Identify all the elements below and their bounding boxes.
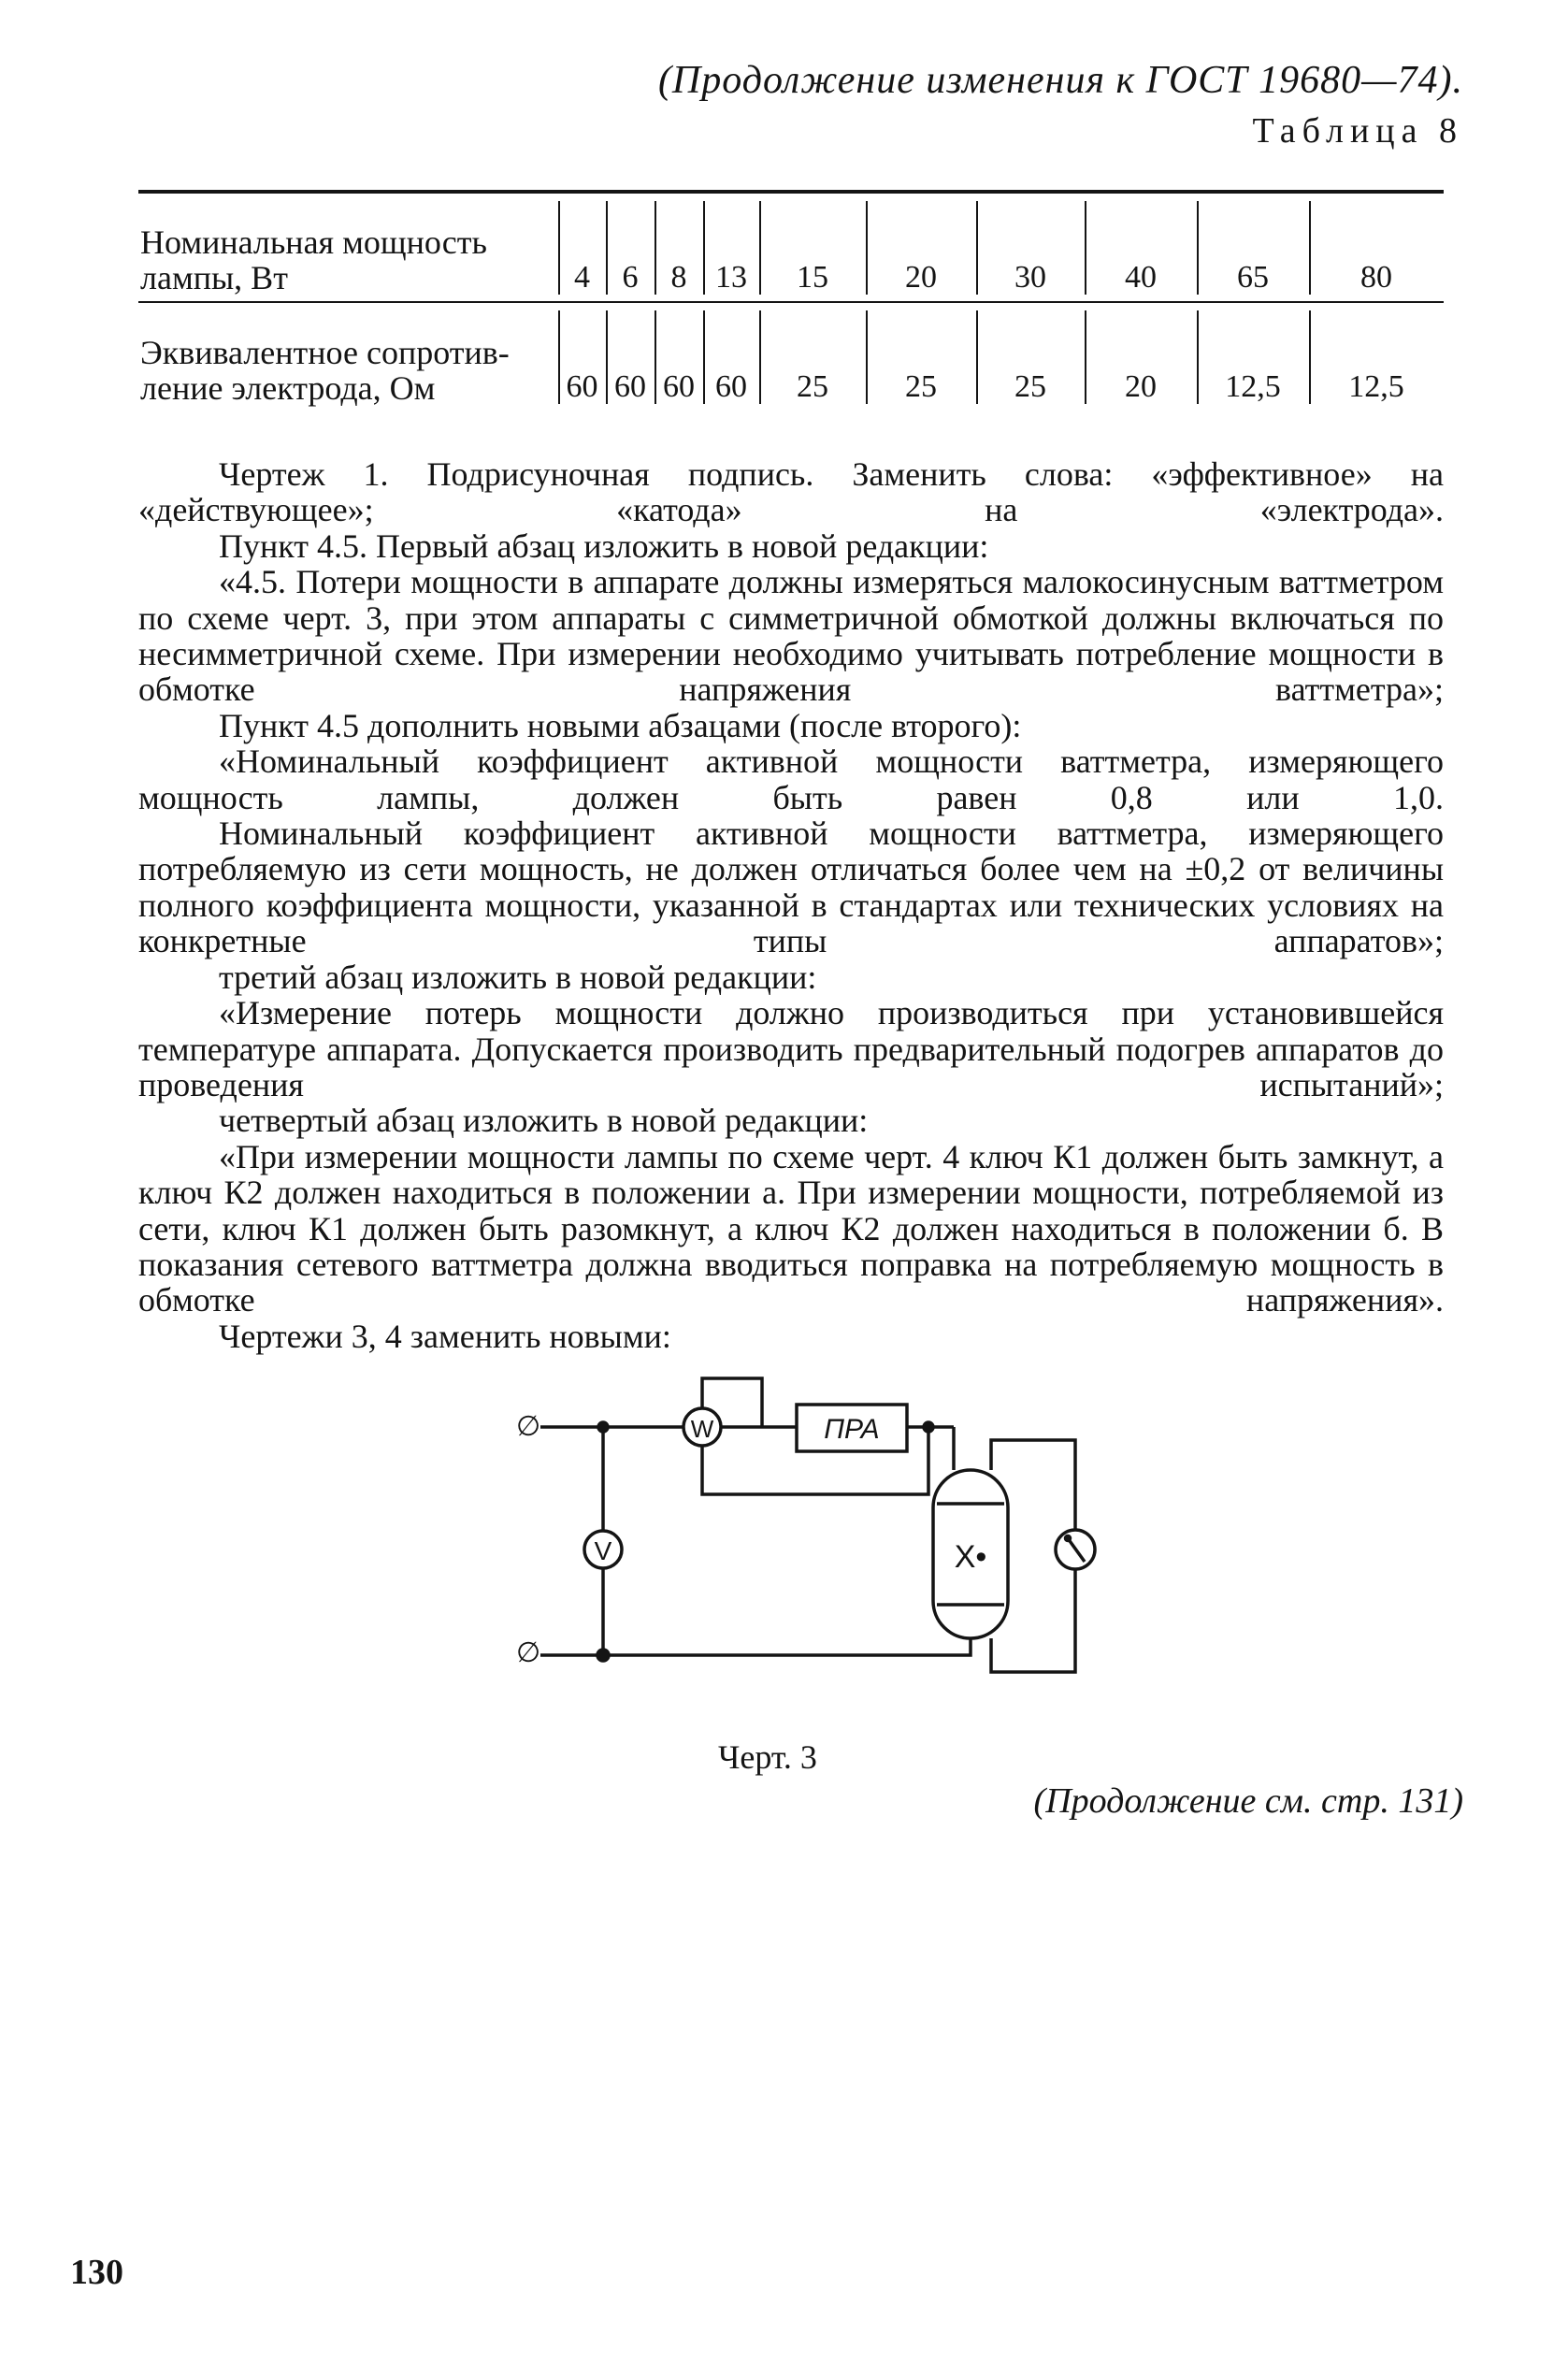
paragraph: четвертый абзац изложить в новой редакции: (219, 1102, 869, 1140)
paragraph: Чертежи 3, 4 заменить новыми: (219, 1317, 671, 1355)
table-cell-power: 13 (715, 260, 747, 295)
ballast-label: ПРА (824, 1414, 880, 1445)
wattmeter-label: W (690, 1415, 714, 1443)
table-top-rule (138, 190, 1444, 194)
table-cell-power: 8 (670, 260, 687, 295)
ballast-box (797, 1405, 907, 1451)
terminal-top-symbol: ∅ (516, 1411, 541, 1442)
wire (702, 1427, 928, 1494)
paragraph: «При измерении мощности лампы по схеме черт. 4 ключ К1 должен быть замкнут, а ключ К2 должен находиться в положении а. При измерении мощности, потребляемой из сети, ключ К1 должен быть разомкнут, а ключ К2 должен находиться в положении б. В показания сетевого ваттметра должна вводиться поправка на потребляемую мощность в обмотке напряжения». (138, 1137, 1444, 1319)
paragraph: Номинальный коэффициент активной мощности ваттметра, измеряющего потребляемую из сети мощность, не должен отличаться более чем на ±0,2 от величины полного коэффициента мощности, указанной в стандартах или технических условиях на конкретные типы аппаратов»; (138, 814, 1444, 960)
paragraph: «Номинальный коэффициент активной мощности ваттметра, измеряющего мощность лампы, должен быть равен 0,8 или 1,0. (138, 742, 1444, 816)
table-cell-resistance: 12,5 (1225, 369, 1281, 404)
document-body (138, 456, 1444, 1354)
table-cell-resistance: 60 (614, 369, 646, 404)
circuit-schematic (496, 1347, 1150, 1702)
lamp-label: X• (954, 1539, 987, 1575)
table-cell-power: 30 (1014, 260, 1046, 295)
terminal-bottom-symbol: ∅ (516, 1637, 541, 1668)
voltmeter-label: V (594, 1536, 612, 1565)
table-cell-resistance: 25 (905, 369, 937, 404)
table-cell-resistance: 25 (1014, 369, 1046, 404)
wire (991, 1440, 1075, 1530)
table-cell-power: 80 (1360, 260, 1392, 295)
paragraph: Пункт 4.5. Первый абзац изложить в новой редакции: (219, 526, 989, 565)
junction-dot (924, 1422, 933, 1432)
table-cell-resistance: 25 (797, 369, 828, 404)
paragraph: «Измерение потерь мощности должно производиться при установившейся температуре аппарата. Допускается производить предварительный подогрев аппаратов до проведения испытаний»; (138, 994, 1444, 1103)
table-cell-power: 40 (1125, 260, 1157, 295)
table-cell-power: 15 (797, 260, 828, 295)
figure-caption: Черт. 3 (718, 1738, 817, 1776)
paragraph: Чертеж 1. Подрисуночная подпись. Заменить слова: «эффективное» на «действующее»; «катода» на «электрода». (138, 455, 1444, 529)
page-number: 130 (70, 2253, 123, 2292)
table-cell-resistance: 20 (1125, 369, 1157, 404)
wattmeter-icon (683, 1408, 721, 1446)
row-label-power: Номинальная мощность лампы, Вт (140, 223, 487, 296)
wire (603, 1638, 971, 1655)
table-cell-power: 65 (1237, 260, 1269, 295)
continuation-header: (Продолжение изменения к ГОСТ 19680—74). (657, 59, 1463, 102)
table-cell-resistance: 60 (566, 369, 598, 404)
lamp-icon (933, 1470, 1008, 1638)
paragraph: третий абзац изложить в новой редакции: (219, 958, 817, 996)
table-cell-resistance: 12,5 (1348, 369, 1404, 404)
table-cell-power: 6 (622, 260, 639, 295)
paragraph: Пункт 4.5 дополнить новыми абзацами (после второго): (219, 706, 1022, 744)
table-cell-power: 4 (574, 260, 590, 295)
voltmeter-icon (584, 1531, 622, 1568)
table-label: Таблица 8 (1252, 111, 1463, 151)
table-cell-power: 20 (905, 260, 937, 295)
continuation-note: (Продолжение см. стр. 131) (1033, 1781, 1463, 1821)
row-label-resistance: Эквивалентное сопротив-ление электрода, Ом (140, 334, 510, 407)
table-cell-resistance: 60 (663, 369, 695, 404)
paragraph: «4.5. Потери мощности в аппарате должны измеряться малокосинусным ваттметром по схеме черт. 3, при этом аппараты с симметричной обмоткой должны включаться по несимметричной схеме. При измерении необходимо учитывать потребление мощности в обмотке напряжения ваттметра»; (138, 563, 1444, 709)
starter-icon (1056, 1530, 1095, 1569)
junction-dot (598, 1422, 608, 1432)
table-middle-rule (138, 301, 1444, 303)
table-cell-resistance: 60 (715, 369, 747, 404)
